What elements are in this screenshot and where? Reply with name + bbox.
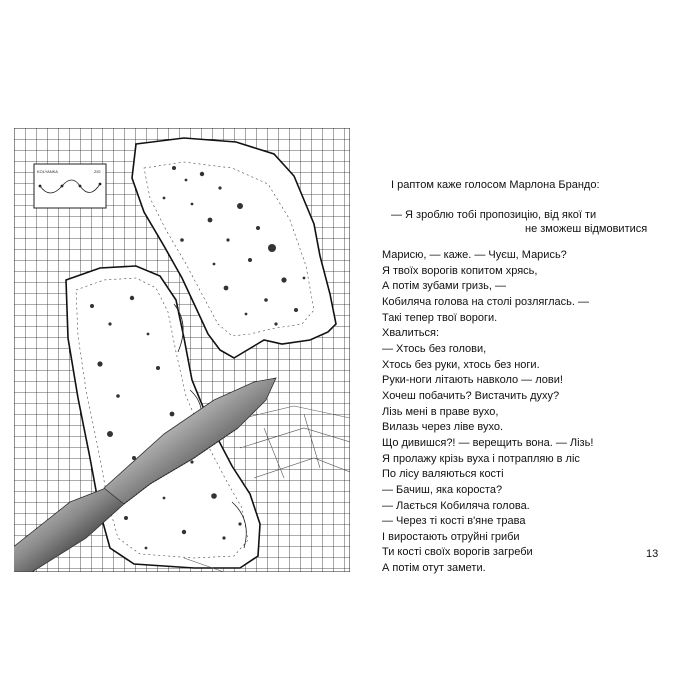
- poem-line: Вилазь через ліве вухо.: [382, 421, 504, 434]
- mini-graph-label-right: ZIG: [94, 169, 101, 174]
- bread-knife-illustration: [14, 128, 350, 572]
- poem-line: Хочеш побачить? Вистачить духу?: [382, 389, 560, 402]
- poem-line: А потім зубами гризь, —: [382, 280, 506, 293]
- poem-line: І виростають отруйні гриби: [382, 530, 520, 543]
- poem-line: Я пролажу крізь вуха і потрапляю в ліс: [382, 452, 580, 465]
- poem: [382, 248, 593, 577]
- poem-line: — Лається Кобиляча голова.: [382, 499, 530, 512]
- poem-line: Лізь мені в праве вухо,: [382, 405, 499, 418]
- intro-line: І раптом каже голосом Марлона Брандо:: [391, 179, 600, 191]
- poem-line: По лісу валяються кості: [382, 468, 504, 481]
- poem-line: Хвалиться:: [382, 327, 440, 340]
- quote-line-2: не зможеш відмовитися: [525, 223, 648, 235]
- poem-line: — Бачиш, яка короста?: [382, 483, 503, 496]
- poem-line: — Через ті кості в'яне трава: [382, 515, 526, 528]
- poem-line: Хтось без руки, хтось без ноги.: [382, 358, 540, 371]
- page-number: 13: [646, 548, 659, 560]
- mini-graph-box: [34, 164, 106, 208]
- poem-line: Кобиляча голова на столі розляглась. —: [382, 295, 589, 308]
- poem-line: — Хтось без голови,: [382, 342, 487, 355]
- quote-line-1: — Я зроблю тобі пропозицію, від якої ти: [391, 209, 597, 221]
- mini-graph-label-left: KOLYANKA: [37, 169, 58, 174]
- poem-line: Такі тепер твої вороги.: [382, 311, 498, 324]
- poem-line: Я твоїх ворогів копитом хрясь,: [382, 264, 538, 277]
- poem-line: А потім отут замети.: [382, 562, 486, 575]
- poem-line: Руки-ноги літають навколо — лови!: [382, 374, 563, 387]
- poem-line: Що дивишся?! — верещить вона. — Лізь!: [382, 436, 594, 449]
- poem-line: Ти кості своїх ворогів загреби: [382, 546, 533, 559]
- poem-line: Марисю, — каже. — Чуєш, Марись?: [382, 249, 567, 261]
